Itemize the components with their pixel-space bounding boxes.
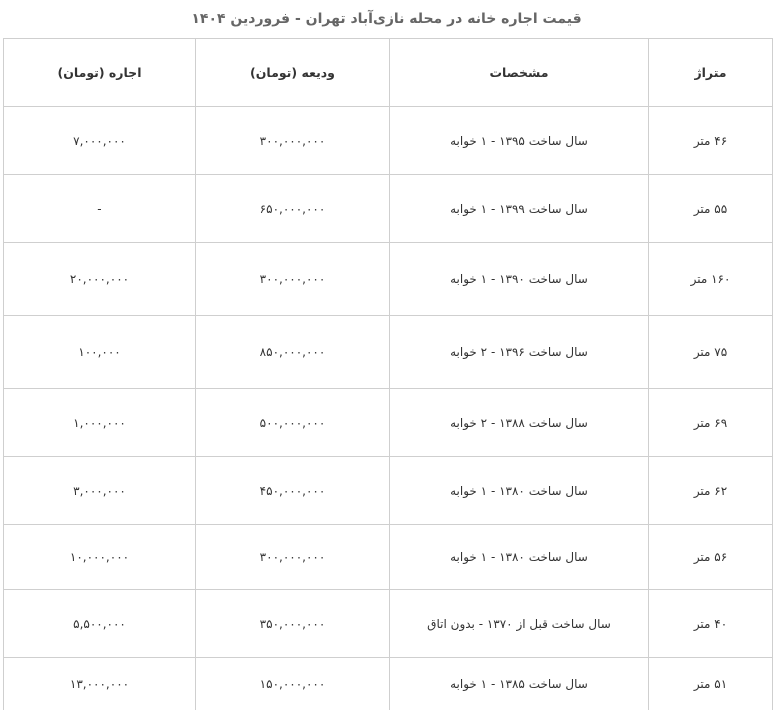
header-area: متراژ xyxy=(649,39,773,107)
cell-rent: ۱۳,۰۰۰,۰۰۰ xyxy=(4,658,196,710)
cell-area: ۵۱ متر xyxy=(649,658,773,710)
table-caption: قیمت اجاره خانه در محله نازی‌آباد تهران - فروردین ۱۴۰۴ xyxy=(0,0,773,38)
cell-rent: ۱,۰۰۰,۰۰۰ xyxy=(4,389,196,457)
cell-area: ۴۶ متر xyxy=(649,107,773,175)
cell-area: ۵۶ متر xyxy=(649,525,773,590)
cell-specs: سال ساخت ۱۳۸۰ - ۱ خوابه xyxy=(390,525,649,590)
table-row xyxy=(4,590,773,658)
header-specs: مشخصات xyxy=(390,39,649,107)
header-deposit: ودیعه (تومان) xyxy=(196,39,390,107)
table-row xyxy=(4,243,773,316)
table-row xyxy=(4,389,773,457)
cell-specs: سال ساخت ۱۳۹۹ - ۱ خوابه xyxy=(390,175,649,243)
header-rent: اجاره (تومان) xyxy=(4,39,196,107)
cell-rent: ۷,۰۰۰,۰۰۰ xyxy=(4,107,196,175)
table-row xyxy=(4,457,773,525)
cell-deposit: ۳۰۰,۰۰۰,۰۰۰ xyxy=(196,525,390,590)
cell-deposit: ۵۰۰,۰۰۰,۰۰۰ xyxy=(196,389,390,457)
cell-specs: سال ساخت ۱۳۸۸ - ۲ خوابه xyxy=(390,389,649,457)
cell-rent: ۱۰۰,۰۰۰ xyxy=(4,316,196,389)
cell-deposit: ۳۵۰,۰۰۰,۰۰۰ xyxy=(196,590,390,658)
table-header-row xyxy=(4,39,773,107)
cell-rent: ۳,۰۰۰,۰۰۰ xyxy=(4,457,196,525)
cell-deposit: ۳۰۰,۰۰۰,۰۰۰ xyxy=(196,107,390,175)
cell-area: ۴۰ متر xyxy=(649,590,773,658)
cell-deposit: ۱۵۰,۰۰۰,۰۰۰ xyxy=(196,658,390,710)
cell-area: ۵۵ متر xyxy=(649,175,773,243)
table-row xyxy=(4,525,773,590)
cell-area: ۶۲ متر xyxy=(649,457,773,525)
cell-deposit: ۴۵۰,۰۰۰,۰۰۰ xyxy=(196,457,390,525)
cell-specs: سال ساخت ۱۳۹۰ - ۱ خوابه xyxy=(390,243,649,316)
cell-deposit: ۶۵۰,۰۰۰,۰۰۰ xyxy=(196,175,390,243)
cell-area: ۱۶۰ متر xyxy=(649,243,773,316)
cell-specs: سال ساخت ۱۳۸۰ - ۱ خوابه xyxy=(390,457,649,525)
cell-deposit: ۳۰۰,۰۰۰,۰۰۰ xyxy=(196,243,390,316)
table-row xyxy=(4,107,773,175)
cell-rent: ۱۰,۰۰۰,۰۰۰ xyxy=(4,525,196,590)
cell-rent: ۵,۵۰۰,۰۰۰ xyxy=(4,590,196,658)
cell-specs: سال ساخت ۱۳۹۶ - ۲ خوابه xyxy=(390,316,649,389)
cell-area: ۷۵ متر xyxy=(649,316,773,389)
cell-specs: سال ساخت ۱۳۸۵ - ۱ خوابه xyxy=(390,658,649,710)
cell-area: ۶۹ متر xyxy=(649,389,773,457)
cell-deposit: ۸۵۰,۰۰۰,۰۰۰ xyxy=(196,316,390,389)
table-row xyxy=(4,658,773,710)
cell-rent: - xyxy=(4,175,196,243)
cell-specs: سال ساخت قبل از ۱۳۷۰ - بدون اتاق xyxy=(390,590,649,658)
table-row xyxy=(4,316,773,389)
table-row xyxy=(4,175,773,243)
cell-rent: ۲۰,۰۰۰,۰۰۰ xyxy=(4,243,196,316)
cell-specs: سال ساخت ۱۳۹۵ - ۱ خوابه xyxy=(390,107,649,175)
rent-price-table xyxy=(3,38,773,710)
